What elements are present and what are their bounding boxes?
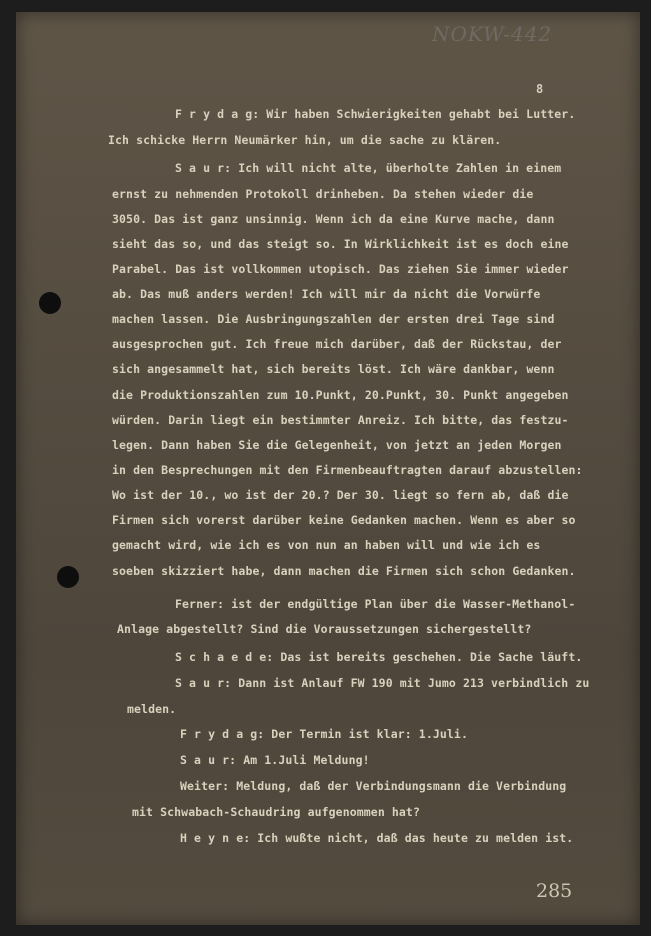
text-line: mit Schwabach-Schaudring aufgenommen hat? bbox=[132, 805, 420, 819]
text-line: melden. bbox=[127, 702, 177, 716]
text-line: H e y n e: Ich wußte nicht, daß das heute zu melden ist. bbox=[180, 831, 574, 845]
text-line: F r y d a g: Der Termin ist klar: 1.Juli. bbox=[180, 727, 468, 741]
page-number: 8 bbox=[536, 82, 544, 96]
text-line: Anlage abgestellt? Sind die Voraussetzungen sichergestellt? bbox=[117, 622, 532, 636]
text-line: gemacht wird, wie ich es von nun an haben will und wie ich es bbox=[112, 538, 541, 552]
text-line: soeben skizziert habe, dann machen die Firmen sich schon Gedanken. bbox=[112, 564, 576, 578]
text-line: sieht das so, und das steigt so. In Wirklichkeit ist es doch eine bbox=[112, 237, 569, 251]
text-line: S a u r: Dann ist Anlauf FW 190 mit Jumo 213 verbindlich zu bbox=[175, 676, 590, 690]
text-line: S c h a e d e: Das ist bereits geschehen. Die Sache läuft. bbox=[175, 650, 583, 664]
archive-page-stamp: 285 bbox=[536, 880, 573, 902]
text-line: Weiter: Meldung, daß der Verbindungsmann die Verbindung bbox=[180, 779, 567, 793]
text-line: 3050. Das ist ganz unsinnig. Wenn ich da eine Kurve mache, dann bbox=[112, 212, 555, 226]
text-line: S a u r: Ich will nicht alte, überholte Zahlen in einem bbox=[175, 161, 562, 175]
text-line: F r y d a g: Wir haben Schwierigkeiten gehabt bei Lutter. bbox=[175, 107, 576, 121]
text-line: Wo ist der 10., wo ist der 20.? Der 30. liegt so fern ab, daß die bbox=[112, 488, 569, 502]
text-line: Parabel. Das ist vollkommen utopisch. Das ziehen Sie immer wieder bbox=[112, 262, 569, 276]
text-line: legen. Dann haben Sie die Gelegenheit, von jetzt an jeden Morgen bbox=[112, 438, 562, 452]
text-line: würden. Darin liegt ein bestimmter Anreiz. Ich bitte, das festzu- bbox=[112, 413, 569, 427]
text-line: Firmen sich vorerst darüber keine Gedanken machen. Wenn es aber so bbox=[112, 513, 576, 527]
text-line: ausgesprochen gut. Ich freue mich darüber, daß der Rückstau, der bbox=[112, 337, 562, 351]
text-line: Ich schicke Herrn Neumärker hin, um die sache zu klären. bbox=[108, 133, 502, 147]
text-line: Ferner: ist der endgültige Plan über die Wasser-Methanol- bbox=[175, 597, 576, 611]
text-line: sich angesammelt hat, sich bereits löst. Ich wäre dankbar, wenn bbox=[112, 362, 555, 376]
text-line: die Produktionszahlen zum 10.Punkt, 20.Punkt, 30. Punkt angegeben bbox=[112, 388, 569, 402]
document-reference-mark: NOKW-442 bbox=[432, 22, 553, 46]
text-line: in den Besprechungen mit den Firmenbeauftragten darauf abzustellen: bbox=[112, 463, 583, 477]
text-line: ernst zu nehmenden Protokoll drinheben. Da stehen wieder die bbox=[112, 187, 534, 201]
text-line: ab. Das muß anders werden! Ich will mir da nicht die Vorwürfe bbox=[112, 287, 541, 301]
text-line: machen lassen. Die Ausbringungszahlen der ersten drei Tage sind bbox=[112, 312, 555, 326]
text-line: S a u r: Am 1.Juli Meldung! bbox=[180, 753, 370, 767]
